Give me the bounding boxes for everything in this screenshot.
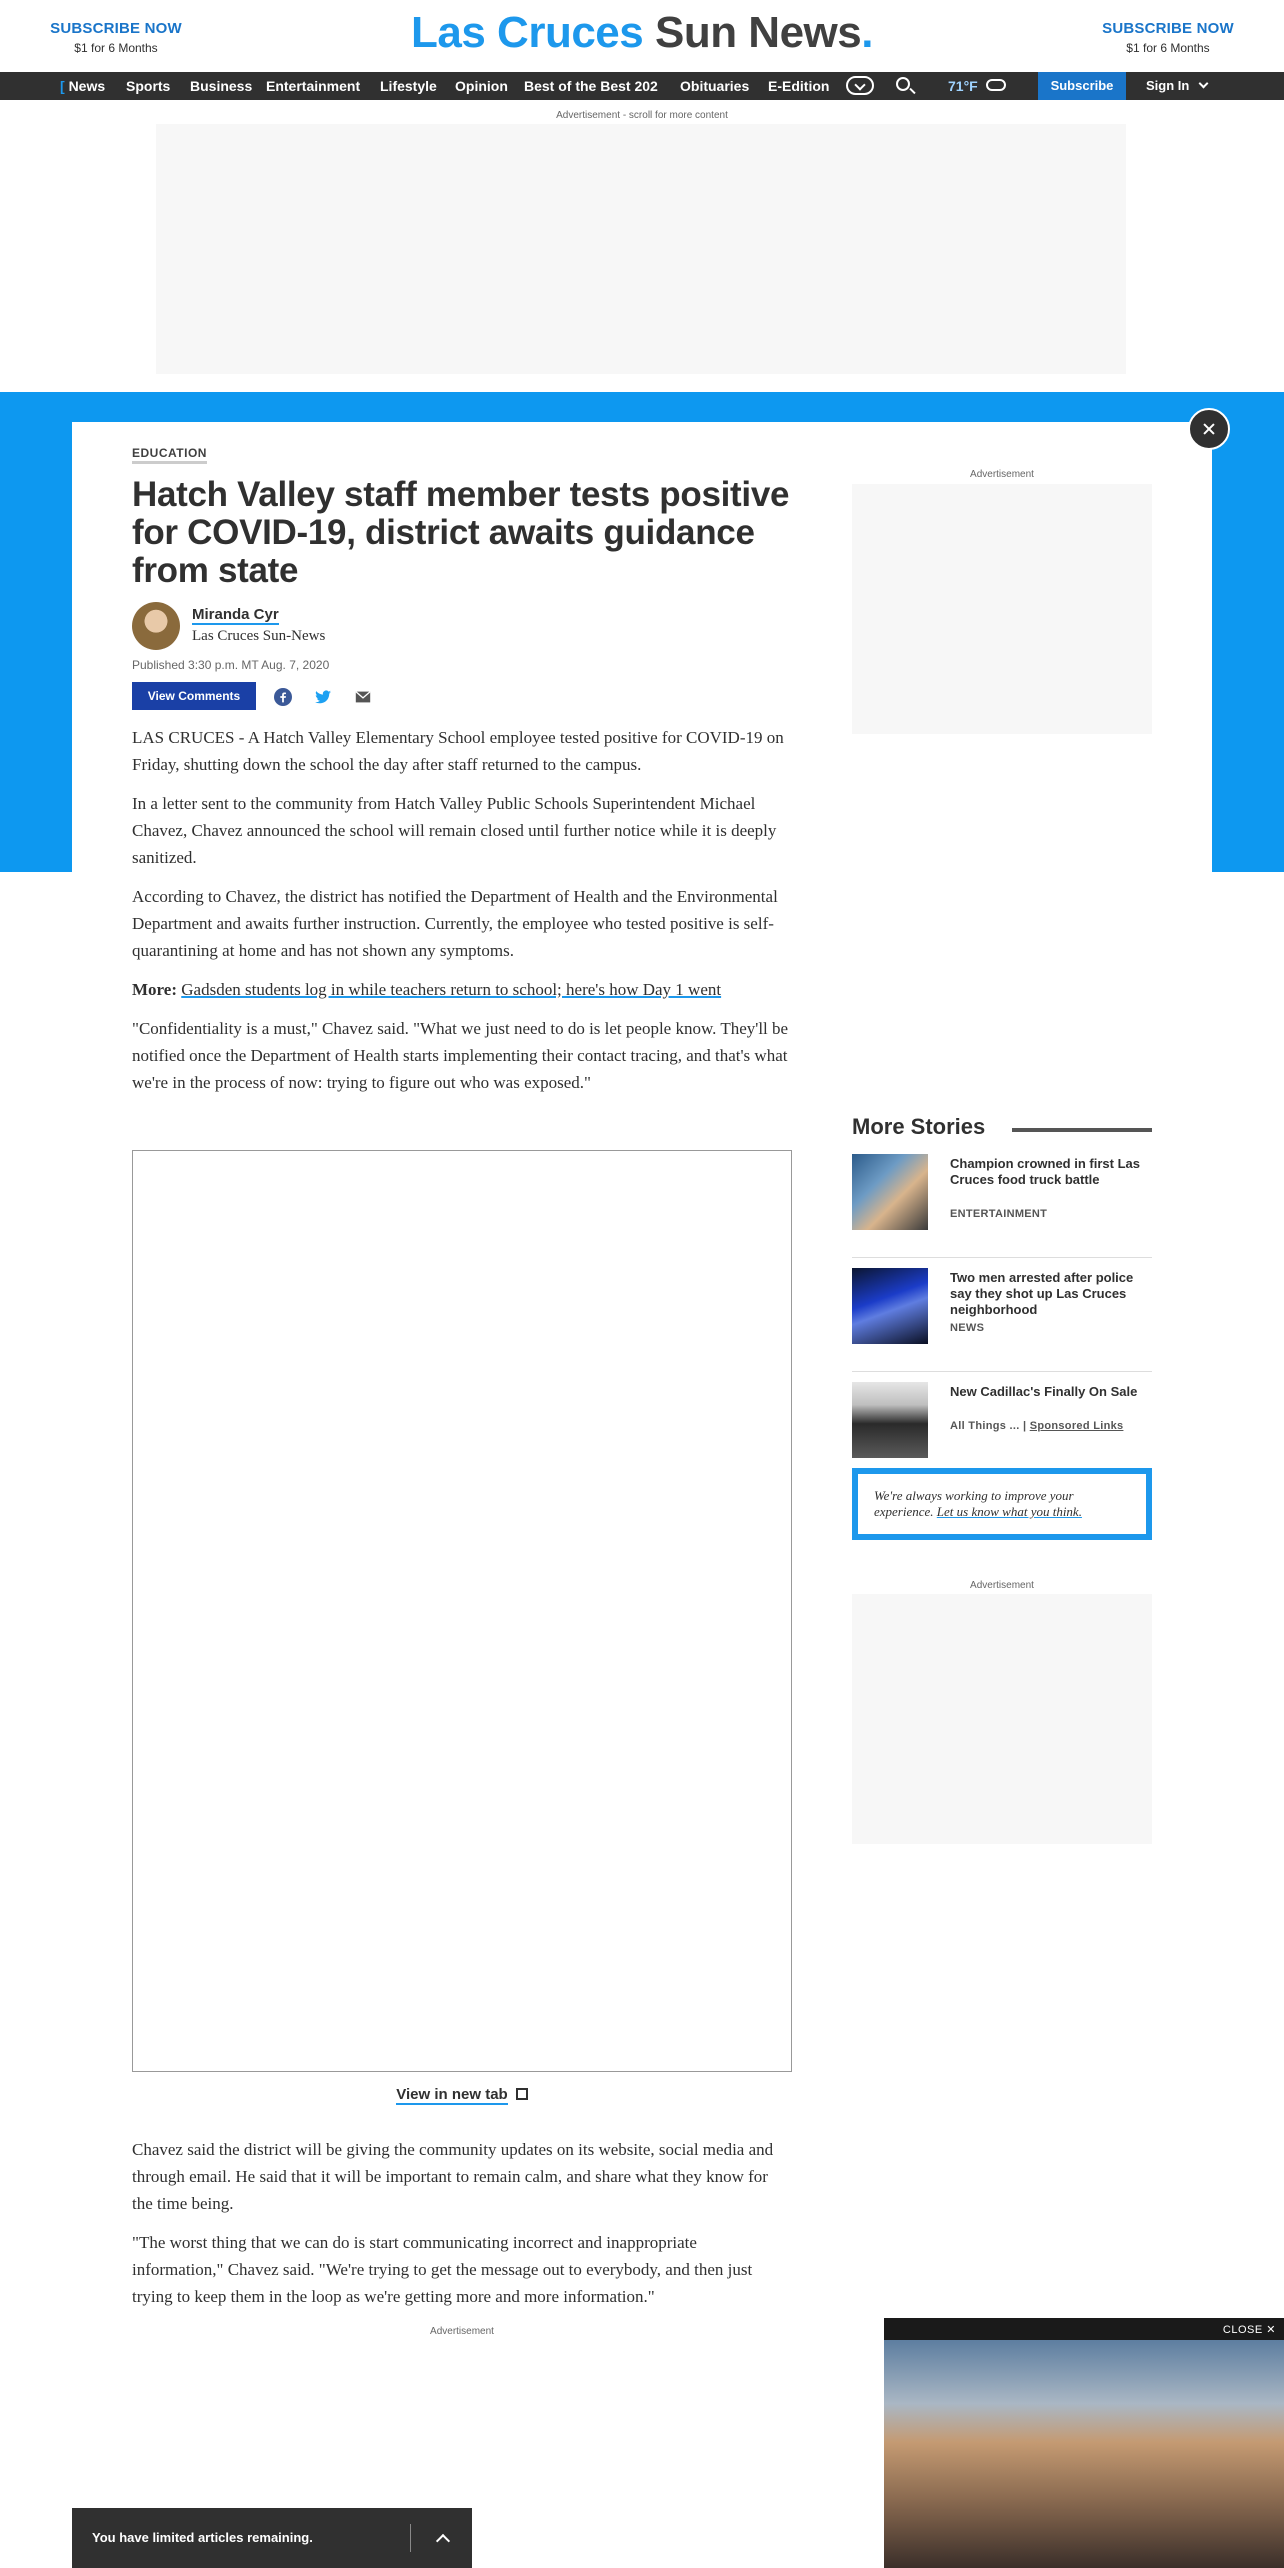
story-item[interactable] bbox=[852, 1268, 1152, 1372]
ad-label-inline: Advertisement bbox=[430, 2326, 494, 2337]
external-link-icon bbox=[516, 2088, 528, 2100]
divider bbox=[410, 2524, 411, 2552]
story-item[interactable] bbox=[852, 1154, 1152, 1258]
article-body bbox=[132, 724, 792, 1096]
close-icon[interactable] bbox=[1188, 408, 1230, 450]
ad-slot-rail[interactable] bbox=[852, 484, 1152, 734]
view-comments-button[interactable]: View Comments bbox=[132, 682, 256, 710]
article-paragraph: In a letter sent to the community from Hatch Valley Public Schools Superintendent Michael Chavez, Chavez announced the school will remain closed until further notice while it is deeply sanitized. bbox=[132, 794, 777, 867]
ad-slot-rail-2[interactable] bbox=[852, 1594, 1152, 1844]
sign-in-link[interactable]: Sign In bbox=[1146, 78, 1190, 93]
floating-video-player[interactable] bbox=[884, 2318, 1284, 2568]
video-close-button[interactable]: CLOSE ✕ bbox=[1222, 2324, 1276, 2336]
article-paragraph: Chavez said the district will be giving the community updates on its website, social media and through email. He said that it will be important to remain calm, and share what they know for the time being. bbox=[132, 2140, 774, 2213]
weather-temp[interactable]: 71°F bbox=[948, 78, 978, 94]
article-paragraph: According to Chavez, the district has notified the Department of Health and the Environmental Department and awaits further instruction. Currently, the employee who tested positive is self-quarantining at home and has not shown any symptoms. bbox=[132, 887, 778, 960]
ad-slot-top[interactable] bbox=[156, 124, 1126, 374]
more-stories bbox=[852, 1114, 1152, 1486]
story-thumbnail[interactable] bbox=[852, 1154, 928, 1230]
nav-item-obituaries[interactable]: Obituaries bbox=[680, 78, 750, 94]
logo-dot: . bbox=[861, 8, 873, 57]
subscribe-title: SUBSCRIBE NOW bbox=[50, 20, 182, 37]
logo-part-1: Las Cruces bbox=[411, 8, 644, 57]
story-title[interactable]: Two men arrested after police say they shot up Las Cruces neighborhood bbox=[950, 1270, 1134, 1317]
article-paragraph: "The worst thing that we can do is start communicating incorrect and inappropriate information," Chavez said. "We're trying to get the message out to everybody, and then just trying to keep them in the loop as we're getting more and more information." bbox=[132, 2233, 753, 2306]
video-header bbox=[884, 2318, 1284, 2340]
nav-item-entertainment[interactable]: Entertainment bbox=[266, 78, 361, 94]
story-title[interactable]: New Cadillac's Finally On Sale bbox=[950, 1384, 1138, 1399]
view-in-new-tab-link[interactable] bbox=[132, 2086, 792, 2103]
ad-label-rail-2: Advertisement bbox=[970, 1580, 1034, 1591]
byline bbox=[132, 602, 792, 656]
story-title[interactable]: Champion crowned in first Las Cruces food truck battle bbox=[950, 1156, 1140, 1187]
author-org: Las Cruces Sun-News bbox=[192, 628, 326, 644]
twitter-icon[interactable] bbox=[314, 688, 332, 706]
story-category: ENTERTAINMENT bbox=[950, 1208, 1048, 1220]
share-row bbox=[132, 682, 792, 712]
headline: Hatch Valley staff member tests positive for COVID-19, district awaits guidance from state bbox=[132, 475, 790, 590]
search-icon[interactable] bbox=[896, 77, 910, 91]
logo-part-2: Sun News bbox=[654, 8, 862, 57]
nav-item-opinion[interactable]: Opinion bbox=[455, 78, 508, 94]
published-date: Published 3:30 p.m. MT Aug. 7, 2020 bbox=[132, 658, 330, 672]
ad-label-top: Advertisement - scroll for more content bbox=[556, 110, 728, 121]
author-name[interactable]: Miranda Cyr bbox=[192, 606, 279, 623]
sponsored-links[interactable]: Sponsored Links bbox=[1029, 1420, 1124, 1432]
article-body-continued bbox=[132, 2124, 792, 2310]
view-in-new-tab-label: View in new tab bbox=[396, 2086, 508, 2103]
story-category: All Things ... | Sponsored Links bbox=[950, 1420, 1124, 1432]
more-menu-chevron-icon[interactable] bbox=[846, 76, 874, 95]
nav-item-lifestyle[interactable]: Lifestyle bbox=[380, 78, 437, 94]
nav-item-best-of[interactable]: Best of the Best 202 bbox=[524, 78, 658, 94]
nav-item-e-edition[interactable]: E-Edition bbox=[768, 78, 830, 94]
more-stories-title: More Stories bbox=[852, 1114, 1152, 1144]
more-label: More: bbox=[132, 980, 177, 999]
subscribe-subtitle: $1 for 6 Months bbox=[1126, 41, 1210, 55]
chevron-down-icon[interactable] bbox=[1199, 79, 1209, 89]
subscribe-button[interactable]: Subscribe bbox=[1038, 72, 1126, 100]
embedded-document-frame[interactable] bbox=[132, 1150, 792, 2072]
author-avatar[interactable] bbox=[132, 602, 180, 650]
article bbox=[132, 444, 792, 1096]
partly-cloudy-icon bbox=[986, 79, 1006, 91]
subscribe-now-right[interactable] bbox=[1078, 20, 1258, 55]
article-paragraph: LAS CRUCES - A Hatch Valley Elementary School employee tested positive for COVID-19 on Friday, shutting down the school the day after staff returned to the campus. bbox=[132, 728, 784, 774]
article-paragraph: "Confidentiality is a must," Chavez said. "What we just need to do is let people know. They'll be notified once the Department of Health starts implementing their contact tracing, and that's what we're in the process of now: trying to figure out who was exposed." bbox=[132, 1019, 789, 1092]
masthead bbox=[0, 0, 1284, 72]
facebook-icon[interactable] bbox=[274, 688, 292, 706]
feedback-link[interactable]: Let us know what you think. bbox=[936, 1504, 1082, 1519]
main-nav bbox=[0, 72, 1284, 100]
limited-articles-text: You have limited articles remaining. bbox=[92, 2530, 313, 2545]
section-label[interactable]: EDUCATION bbox=[132, 446, 207, 464]
subscribe-title: SUBSCRIBE NOW bbox=[1102, 20, 1234, 37]
subscribe-subtitle: $1 for 6 Months bbox=[74, 41, 158, 55]
nav-item-business[interactable]: Business bbox=[190, 78, 253, 94]
story-thumbnail[interactable] bbox=[852, 1382, 928, 1458]
limited-articles-bar[interactable] bbox=[72, 2508, 472, 2568]
story-thumbnail[interactable] bbox=[852, 1268, 928, 1344]
feedback-box bbox=[852, 1468, 1152, 1540]
ad-label-rail: Advertisement bbox=[970, 469, 1034, 480]
more-paragraph bbox=[132, 976, 792, 1003]
feedback-text: We're always working to improve your experience. bbox=[874, 1488, 1074, 1519]
video-frame[interactable] bbox=[884, 2340, 1284, 2568]
nav-item-news[interactable]: [ News bbox=[60, 78, 106, 94]
more-link[interactable]: Gadsden students log in while teachers return to school; here's how Day 1 went bbox=[181, 980, 722, 999]
nav-item-sports[interactable]: Sports bbox=[126, 78, 171, 94]
story-category: NEWS bbox=[950, 1322, 985, 1334]
chevron-up-icon[interactable] bbox=[436, 2534, 450, 2548]
email-icon[interactable] bbox=[354, 688, 372, 706]
